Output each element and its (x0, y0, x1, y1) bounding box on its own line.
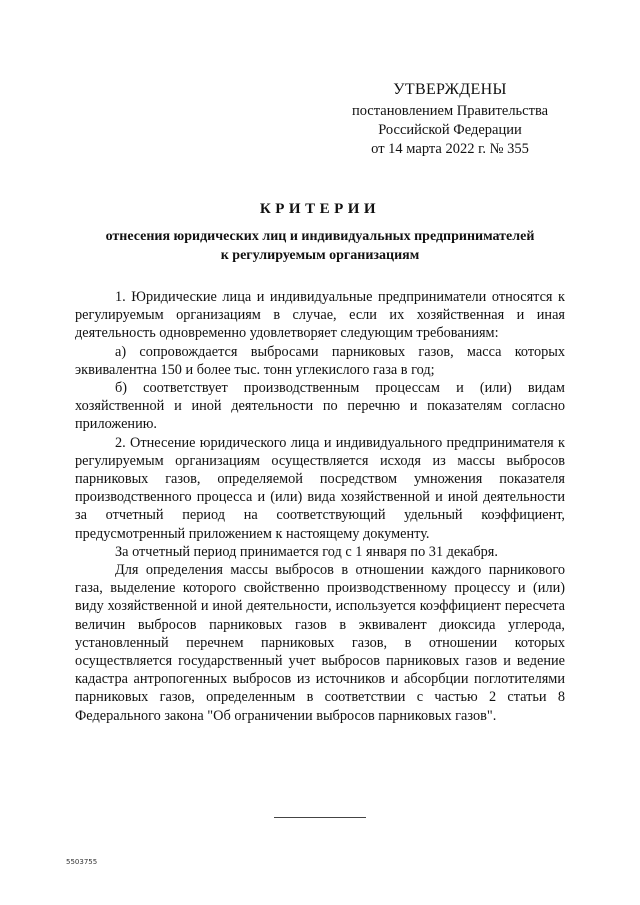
subtitle-line-2: к регулируемым организациям (220, 248, 420, 263)
document-subtitle (60, 227, 580, 265)
paragraph-emission-mass: Для определения массы выбросов в отношении каждого парникового газа, выделение которого свойственно производственному процессу и (или) виду хозяйственной и иной деятельности, используется коэффициент пересчета величин выбросов парниковых газов в эквивалент диоксида углерода, установленный перечнем парниковых газов, в отношении которых осуществляется государственный учет выбросов парниковых газов и ведение кадастра антропогенных выбросов из источников и абсорбции поглотителями парниковых газов, определенным в соответствии с частью 2 статьи 8 Федерального закона "Об ограничении выбросов парниковых газов". (75, 562, 565, 724)
document-title: КРИТЕРИИ (259, 201, 381, 217)
approval-heading: УТВЕРЖДЕНЫ (393, 81, 507, 98)
document-code: 5503755 (66, 858, 98, 866)
approval-line-1: постановлением Правительства (351, 103, 549, 119)
paragraph-1a: а) сопровождается выбросами парниковых газов, масса которых эквивалентна 150 и более тыс. тонн углекислого газа в год; (75, 343, 565, 378)
approval-line-2: Российской Федерации (378, 122, 522, 138)
paragraph-1b: б) соответствует производственным процессам и (или) видам хозяйственной и иной деятельности по перечню и показателям согласно приложению. (75, 380, 565, 433)
approval-stamp (330, 80, 570, 159)
paragraph-reporting-period: За отчетный период принимается год с 1 января по 31 декабря. (115, 543, 498, 560)
document-body (75, 288, 565, 725)
paragraph-2: 2. Отнесение юридического лица и индивидуального предпринимателя к регулируемым организациям осуществляется исходя из массы выбросов парниковых газов, определяемой посредством умножения показателя производственного процесса и (или) вида хозяйственной и иной деятельности за отчетный период на соответствующий удельный коэффициент, предусмотренный приложением к настоящему документу. (75, 434, 565, 542)
end-divider (274, 817, 366, 818)
approval-line-3: от 14 марта 2022 г. № 355 (371, 141, 529, 157)
subtitle-line-1: отнесения юридических лиц и индивидуальных предпринимателей (105, 229, 535, 244)
paragraph-1: 1. Юридические лица и индивидуальные предприниматели относятся к регулируемым организациям в случае, если их хозяйственная и иная деятельность одновременно удовлетворяет следующим требованиям: (75, 289, 565, 342)
